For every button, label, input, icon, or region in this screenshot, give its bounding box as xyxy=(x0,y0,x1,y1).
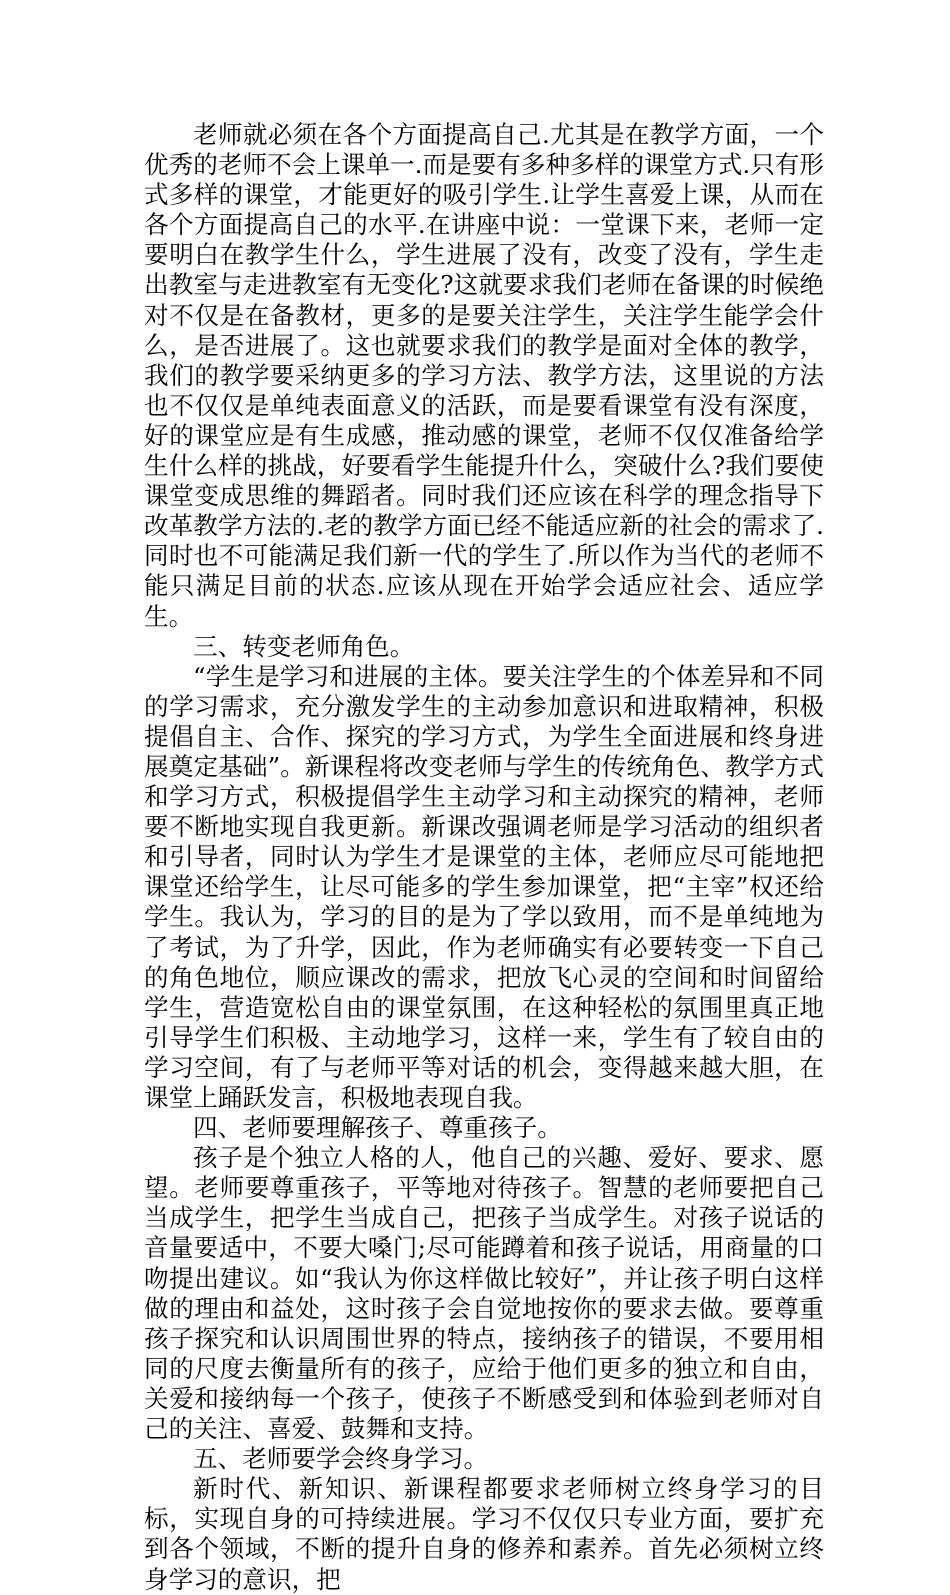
section-heading-teacher-role: 三、转变老师角色。 xyxy=(193,631,415,661)
body-paragraph-respect-children: 孩子是个独立人格的人，他自己的兴趣、爱好、要求、愿望。老师要尊重孩子，平等地对待孩子。智慧的老师要把自己当成学生，把学生当成自己，把孩子当成学生。对孩子说话的音量要适中，不要大嗓门;尽可能蹲着和孩子说话，用商量的口吻提出建议。如“我认为你这样做比较好”，并让孩子明白这样做的理由和益处，这时孩子会自觉地按你的要求去做。要尊重孩子探究和认识周围世界的特点，接纳孩子的错误，不要用相同的尺度去衡量所有的孩子，应给于他们更多的独立和自由，关爱和接纳每一个孩子，使孩子不断感受到和体验到老师对自己的关注、喜爱、鼓舞和支持。 xyxy=(144,1143,824,1444)
section-heading-respect-children: 四、老师要理解孩子、尊重孩子。 xyxy=(193,1113,562,1143)
body-paragraph-teaching-methods: 老师就必须在各个方面提高自己.尤其是在教学方面，一个优秀的老师不会上课单一.而是要有多种多样的课堂方式.只有形式多样的课堂，才能更好的吸引学生.让学生喜爱上课，从而在各个方面提高自己的水平.在讲座中说：一堂课下来，老师一定要明白在教学生什么，学生进展了没有，改变了没有，学生走出教室与走进教室有无变化?这就要求我们老师在备课的时候绝对不仅是在备教材，更多的是要关注学生，关注学生能学会什么，是否进展了。这也就要求我们的教学是面对全体的教学，我们的教学要采纳更多的学习方法、教学方法，这里说的方法也不仅仅是单纯表面意义的活跃，而是要看课堂有没有深度，好的课堂应是有生成感，推动感的课堂，老师不仅仅准备给学生什么样的挑战，好要看学生能提升什么，突破什么?我们要使课堂变成思维的舞蹈者。同时我们还应该在科学的理念指导下改革教学方法的.老的教学方面已经不能适应新的社会的需求了.同时也不可能满足我们新一代的学生了.所以作为当代的老师不能只满足目前的状态.应该从现在开始学会适应社会、适应学生。 xyxy=(144,120,824,631)
body-paragraph-lifelong-learning: 新时代、新知识、新课程都要求老师树立终身学习的目标，实现自身的可持续进展。学习不仅仅只专业方面，要扩充到各个领域，不断的提升自身的修养和素养。首先必须树立终身学习的意识，把 xyxy=(144,1474,824,1594)
document-page xyxy=(144,120,824,1595)
section-heading-lifelong-learning: 五、老师要学会终身学习。 xyxy=(193,1444,489,1474)
body-paragraph-teacher-role: “学生是学习和进展的主体。要关注学生的个体差异和不同的学习需求，充分激发学生的主动参加意识和进取精神，积极提倡自主、合作、探究的学习方式，为学生全面进展和终身进展奠定基础”。新课程将改变老师与学生的传统角色、教学方式和学习方式，积极提倡学生主动学习和主动探究的精神，老师要不断地实现自我更新。新课改强调老师是学习活动的组织者和引导者，同时认为学生才是课堂的主体，老师应尽可能地把课堂还给学生，让尽可能多的学生参加课堂，把“主宰”权还给学生。我认为，学习的目的是为了学以致用，而不是单纯地为了考试，为了升学，因此，作为老师确实有必要转变一下自己的角色地位，顺应课改的需求，把放飞心灵的空间和时间留给学生，营造宽松自由的课堂氛围，在这种轻松的氛围里真正地引导学生们积极、主动地学习，这样一来，学生有了较自由的学习空间，有了与老师平等对话的机会，变得越来越大胆，在课堂上踊跃发言，积极地表现自我。 xyxy=(144,661,824,1112)
